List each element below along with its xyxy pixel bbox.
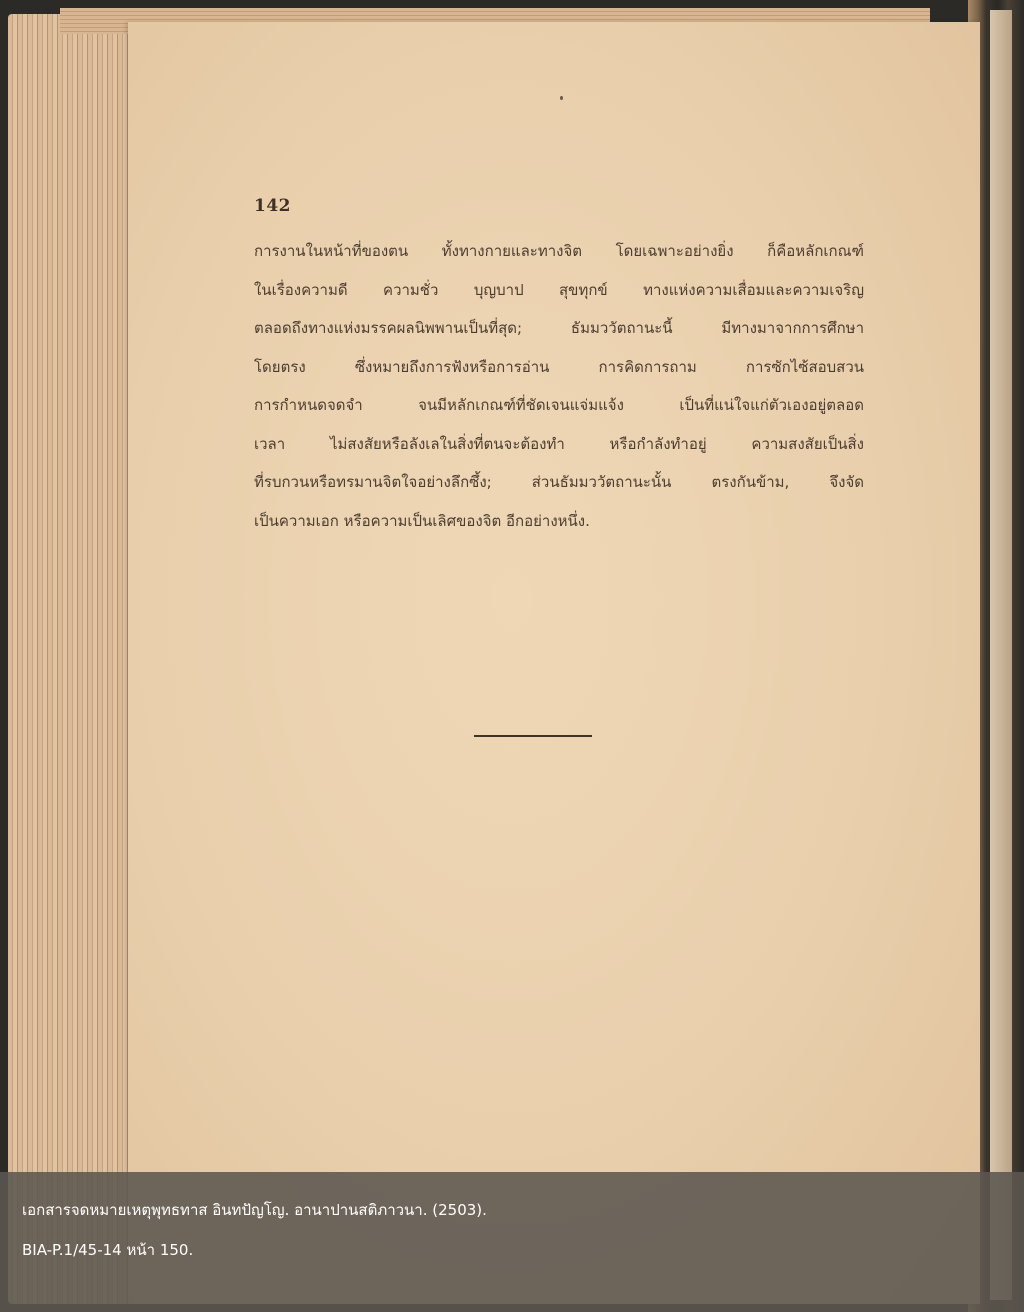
paper-speck: [560, 96, 563, 100]
text-line: การกำหนดจดจำ จนมีหลักเกณฑ์ที่ชัดเจนแจ่มแจ้ง เป็นที่แน่ใจแก่ตัวเองอยู่ตลอด: [254, 396, 864, 414]
text-line: ตลอดถึงทางแห่งมรรคผลนิพพานเป็นที่สุด; ธัมมววัตถานะนี้ มีทางมาจากการศึกษา: [254, 319, 864, 337]
text-line: ที่รบกวนหรือทรมานจิตใจอย่างลึกซึ้ง; ส่วนธัมมววัตถานะนั้น ตรงกันข้าม, จึงจัด: [254, 473, 864, 491]
text-line: เวลา ไม่สงสัยหรือลังเลในสิ่งที่ตนจะต้องทำ หรือกำลังทำอยู่ ความสงสัยเป็นสิ่ง: [254, 434, 864, 453]
caption-reference: BIA-P.1/45-14 หน้า 150.: [22, 1241, 194, 1259]
body-paragraph: [254, 232, 864, 540]
stacked-page-edges: [8, 14, 148, 1304]
text-line: เป็นความเอก หรือความเป็นเลิศของจิต อีกอย่างหนึ่ง.: [254, 511, 590, 530]
caption-title: เอกสารจดหมายเหตุพุทธทาส อินทปัญโญ. อานาปานสติภาวนา. (2503).: [22, 1201, 487, 1219]
text-line: ในเรื่องความดี ความชั่ว บุญบาป สุขทุกข์ ทางแห่งความเสื่อมและความเจริญ: [254, 280, 864, 299]
page-number: 142: [254, 196, 291, 216]
text-line: โดยตรง ซึ่งหมายถึงการฟังหรือการอ่าน การคิดการถาม การซักไซ้สอบสวน: [254, 357, 864, 376]
next-page-edge: [990, 10, 1012, 1300]
caption-overlay: [0, 1172, 1024, 1312]
section-divider: [474, 735, 592, 737]
text-line: การงานในหน้าที่ของตน ทั้งทางกายและทางจิต โดยเฉพาะอย่างยิ่ง ก็คือหลักเกณฑ์: [254, 242, 864, 260]
